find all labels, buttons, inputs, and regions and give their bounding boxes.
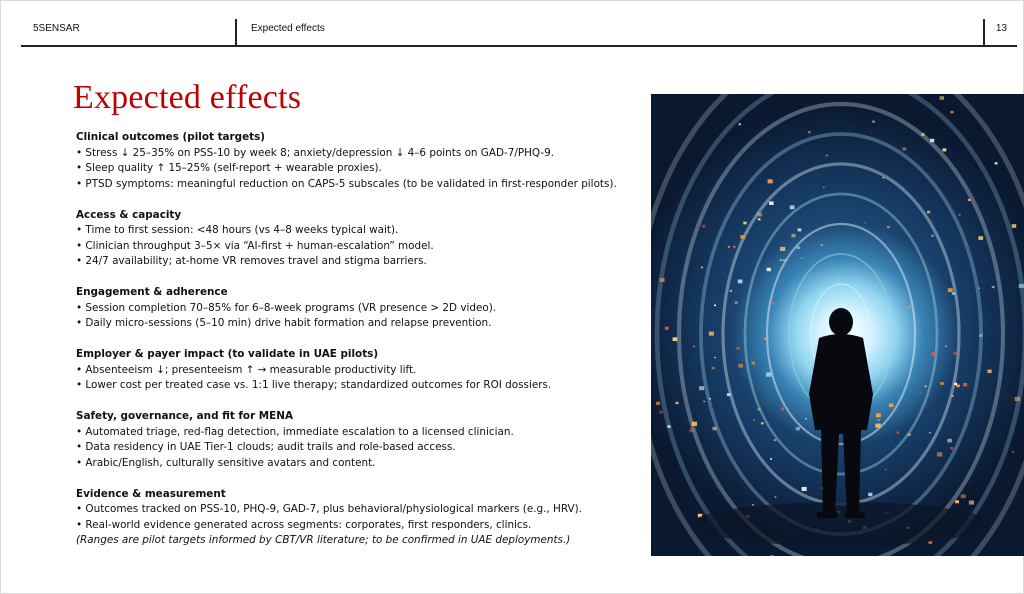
light-spark	[740, 235, 745, 239]
light-spark	[945, 345, 947, 347]
light-spark	[774, 439, 777, 441]
page-title: Expected effects	[73, 79, 302, 116]
bullet: • Lower cost per treated case vs. 1:1 live therapy; standardized outcomes for ROI dossiers.	[76, 379, 552, 391]
light-spark	[876, 413, 881, 417]
light-spark	[667, 425, 670, 428]
light-spark	[772, 302, 775, 304]
light-spark	[889, 404, 894, 408]
light-spark	[757, 408, 760, 410]
light-spark	[968, 199, 971, 201]
foot	[845, 512, 865, 518]
section-title: Employer & payer impact (to validate in UAE pilots)	[76, 348, 379, 360]
light-spark	[660, 278, 665, 282]
light-spark	[930, 139, 934, 142]
light-spark	[826, 155, 828, 157]
bullet: • Clinician throughput 3–5× via “AI-first + human-escalation” model.	[76, 239, 434, 252]
bullet: • PTSD symptoms: meaningful reduction on CAPS-5 subscales (to be validated in first-responder pilots).	[76, 177, 617, 190]
light-spark	[701, 267, 703, 269]
light-spark	[940, 96, 945, 100]
light-spark	[791, 234, 795, 237]
light-spark	[887, 226, 890, 228]
foot	[817, 512, 837, 518]
light-spark	[932, 352, 936, 356]
light-spark	[739, 123, 741, 125]
light-spark	[761, 422, 764, 424]
light-spark	[764, 338, 767, 340]
body	[809, 334, 873, 514]
light-spark	[659, 411, 662, 414]
light-spark	[767, 268, 771, 271]
content-body	[76, 130, 636, 564]
light-spark	[769, 201, 774, 205]
bullet: • Stress ↓ 25–35% on PSS-10 by week 8; anxiety/depression ↓ 4–6 points on GAD-7/PHQ-9.	[76, 146, 555, 159]
light-spark	[775, 496, 777, 498]
section-title: Clinical outcomes (pilot targets)	[76, 131, 266, 143]
light-spark	[702, 225, 706, 228]
light-spark	[951, 395, 953, 397]
light-spark	[676, 402, 679, 404]
light-spark	[927, 211, 930, 213]
light-spark	[950, 447, 953, 450]
light-spark	[692, 422, 697, 426]
light-spark	[992, 286, 995, 288]
light-spark	[959, 214, 961, 216]
light-spark	[736, 347, 739, 350]
light-spark	[802, 487, 807, 491]
section-clinical-outcomes	[76, 130, 636, 192]
light-spark	[875, 424, 880, 428]
light-spark	[709, 332, 714, 336]
light-spark	[878, 419, 880, 421]
light-spark	[952, 292, 955, 295]
light-spark	[733, 246, 736, 248]
light-spark	[969, 501, 974, 505]
light-spark	[1012, 451, 1014, 453]
light-spark	[864, 222, 866, 224]
header-divider	[983, 19, 985, 45]
light-spark	[796, 427, 800, 430]
light-spark	[947, 439, 952, 443]
light-spark	[780, 247, 785, 251]
section-safety-governance	[76, 409, 636, 471]
light-spark	[978, 236, 983, 240]
bullet: • Outcomes tracked on PSS-10, PHQ-9, GAD-7, plus behavioral/physiological markers (e.g., HRV).	[76, 503, 582, 515]
company-name: 5SENSAR	[33, 23, 80, 34]
section-employer-payer-impact	[76, 347, 636, 394]
floor-reflection	[691, 502, 991, 546]
light-spark	[699, 386, 704, 390]
light-spark	[821, 244, 823, 246]
light-spark	[868, 493, 872, 496]
light-spark	[1019, 284, 1024, 288]
light-spark	[752, 504, 754, 506]
light-spark	[979, 334, 982, 337]
section-title: Access & capacity	[76, 208, 182, 221]
light-spark	[797, 246, 801, 249]
bullet: • Time to first session: <48 hours (vs 4–8 weeks typical wait).	[76, 224, 399, 236]
tunnel-person-image	[651, 94, 1024, 556]
header-section-title: Expected effects	[251, 23, 325, 34]
light-spark	[908, 306, 911, 308]
light-spark	[781, 408, 785, 411]
light-spark	[995, 162, 998, 164]
light-spark	[943, 148, 947, 151]
bullet: • Real-world evidence generated across segments: corporates, first responders, clinics.	[76, 518, 532, 531]
light-spark	[872, 121, 874, 123]
light-spark	[727, 393, 731, 396]
light-spark	[940, 382, 944, 385]
light-spark	[757, 213, 762, 217]
light-spark	[954, 383, 957, 385]
light-spark	[735, 302, 738, 304]
light-spark	[738, 280, 743, 284]
light-spark	[709, 398, 711, 400]
light-spark	[929, 432, 931, 434]
light-spark	[712, 367, 715, 369]
light-spark	[801, 258, 803, 259]
light-spark	[954, 352, 958, 355]
page-number: 13	[995, 23, 1007, 34]
light-spark	[673, 337, 678, 341]
light-spark	[728, 246, 730, 248]
tunnel-illustration	[651, 94, 1024, 556]
light-spark	[713, 427, 717, 430]
light-spark	[805, 418, 807, 419]
light-spark	[823, 187, 825, 188]
section-title: Evidence & measurement	[76, 487, 226, 500]
light-spark	[883, 177, 885, 179]
bullet: • 24/7 availability; at-home VR removes travel and stigma barriers.	[76, 255, 427, 267]
light-spark	[730, 290, 732, 292]
bullet: • Sleep quality ↑ 15–25% (self-report + wearable proxies).	[76, 162, 382, 174]
light-spark	[771, 556, 774, 557]
section-evidence-measurement	[76, 487, 636, 549]
light-spark	[665, 327, 669, 330]
person-silhouette	[809, 308, 873, 518]
light-spark	[920, 392, 922, 394]
light-spark	[897, 432, 900, 434]
bullet: • Session completion 70–85% for 6–8-week programs (VR presence > 2D video).	[76, 301, 497, 314]
light-spark	[1012, 224, 1017, 228]
bullet: • Daily micro-sessions (5–10 min) drive habit formation and relapse prevention.	[76, 317, 492, 329]
light-spark	[714, 357, 716, 358]
light-spark	[921, 133, 925, 136]
light-spark	[798, 228, 802, 231]
head	[829, 308, 853, 336]
light-spark	[950, 111, 953, 114]
light-spark	[955, 500, 959, 503]
section-engagement-adherence	[76, 285, 636, 332]
light-spark	[937, 452, 942, 456]
light-spark	[752, 362, 755, 365]
bullet: • Arabic/English, culturally sensitive avatars and content.	[76, 456, 376, 469]
light-spark	[925, 386, 927, 388]
footnote: (Ranges are pilot targets informed by CBT/VR literature; to be confirmed in UAE deployments.)	[76, 534, 571, 546]
light-spark	[808, 131, 811, 133]
light-spark	[1015, 397, 1021, 401]
bullet: • Data residency in UAE Tier-1 clouds; audit trails and role-based access.	[76, 441, 456, 453]
light-spark	[770, 458, 772, 460]
light-spark	[738, 364, 743, 368]
section-title: Engagement & adherence	[76, 286, 228, 298]
light-spark	[693, 346, 695, 348]
section-title: Safety, governance, and fit for MENA	[76, 410, 293, 422]
light-spark	[766, 372, 771, 376]
light-spark	[978, 288, 980, 289]
light-spark	[908, 433, 911, 436]
light-spark	[743, 222, 746, 225]
light-spark	[753, 420, 755, 421]
light-spark	[963, 383, 967, 386]
bullet: • Automated triage, red-flag detection, immediate escalation to a licensed clinician.	[76, 425, 514, 438]
slide-header	[21, 15, 1017, 47]
light-spark	[885, 469, 887, 470]
light-spark	[948, 288, 953, 292]
light-spark	[768, 179, 773, 183]
light-spark	[961, 494, 966, 498]
light-spark	[703, 401, 705, 402]
light-spark	[758, 218, 761, 220]
header-divider	[235, 19, 237, 45]
light-spark	[780, 260, 782, 262]
section-access-capacity	[76, 208, 636, 270]
light-spark	[903, 148, 907, 151]
light-spark	[656, 402, 660, 405]
light-spark	[783, 259, 786, 262]
light-spark	[931, 235, 934, 237]
light-spark	[790, 205, 795, 209]
light-spark	[987, 370, 991, 374]
light-spark	[746, 231, 748, 233]
light-spark	[689, 429, 694, 433]
light-spark	[714, 305, 716, 307]
bullet: • Absenteeism ↓; presenteeism ↑ → measurable productivity lift.	[76, 363, 417, 376]
